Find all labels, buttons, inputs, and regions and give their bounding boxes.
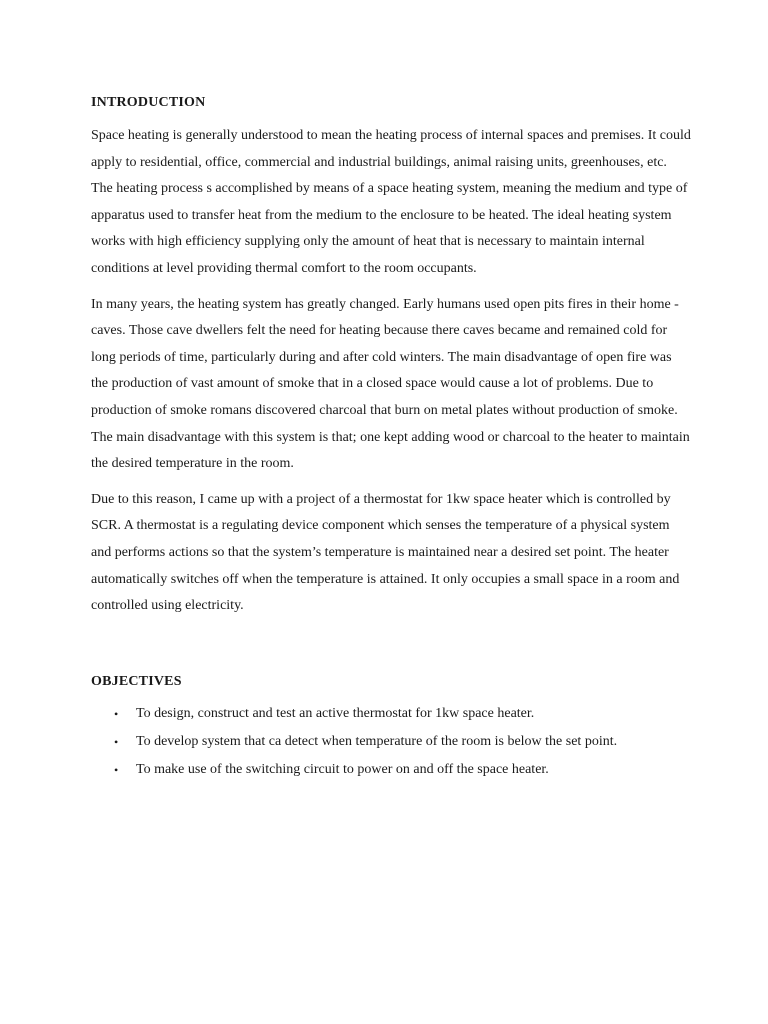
introduction-paragraph-1: Space heating is generally understood to mean the heating process of internal spaces and premises. It could apply to residential, office, commercial and industrial buildings, animal raising units, greenhouses, etc. The heating process s accomplished by means of a space heating system, meaning the medium and type of apparatus used to transfer heat from the medium to the enclosure to be heated. The ideal heating system works with high efficiency supplying only the amount of heat that is necessary to maintain internal conditions at level providing thermal comfort to the room occupants.	[91, 128, 691, 276]
document-body	[91, 93, 691, 788]
introduction-paragraph-2: In many years, the heating system has greatly changed. Early humans used open pits fires in their home -caves. Those cave dwellers felt the need for heating because there caves became and remained cold for long periods of time, particularly during and after cold winters. The main disadvantage of open fire was the production of vast amount of smoke that in a closed space would cause a lot of problems. Due to production of smoke romans discovered charcoal that burn on metal plates without production of smoke. The main disadvantage with this system is that; one kept adding wood or charcoal to the heater to maintain the desired temperature in the room.	[91, 296, 690, 472]
objective-text: To make use of the switching circuit to power on and off the space heater.	[136, 761, 549, 777]
objective-item	[91, 732, 691, 752]
objective-item	[91, 760, 691, 780]
introduction-paragraph-3: Due to this reason, I came up with a project of a thermostat for 1kw space heater which is controlled by SCR. A thermostat is a regulating device component which senses the temperature of a physical system and performs actions so that the system’s temperature is maintained near a desired set point. The heater automatically switches off when the temperature is attained. It only occupies a small space in a room and controlled using electricity.	[91, 491, 680, 614]
objective-text: To develop system that ca detect when temperature of the room is below the set point.	[136, 733, 618, 749]
objective-item	[91, 704, 691, 724]
bullet-icon: •	[114, 734, 119, 749]
introduction-heading: INTRODUCTION	[91, 95, 206, 110]
bullet-icon: •	[114, 762, 119, 777]
objective-text: To design, construct and test an active thermostat for 1kw space heater.	[136, 705, 535, 721]
objectives-heading: OBJECTIVES	[91, 673, 182, 689]
bullet-icon: •	[114, 706, 119, 721]
objectives-list	[91, 704, 691, 780]
